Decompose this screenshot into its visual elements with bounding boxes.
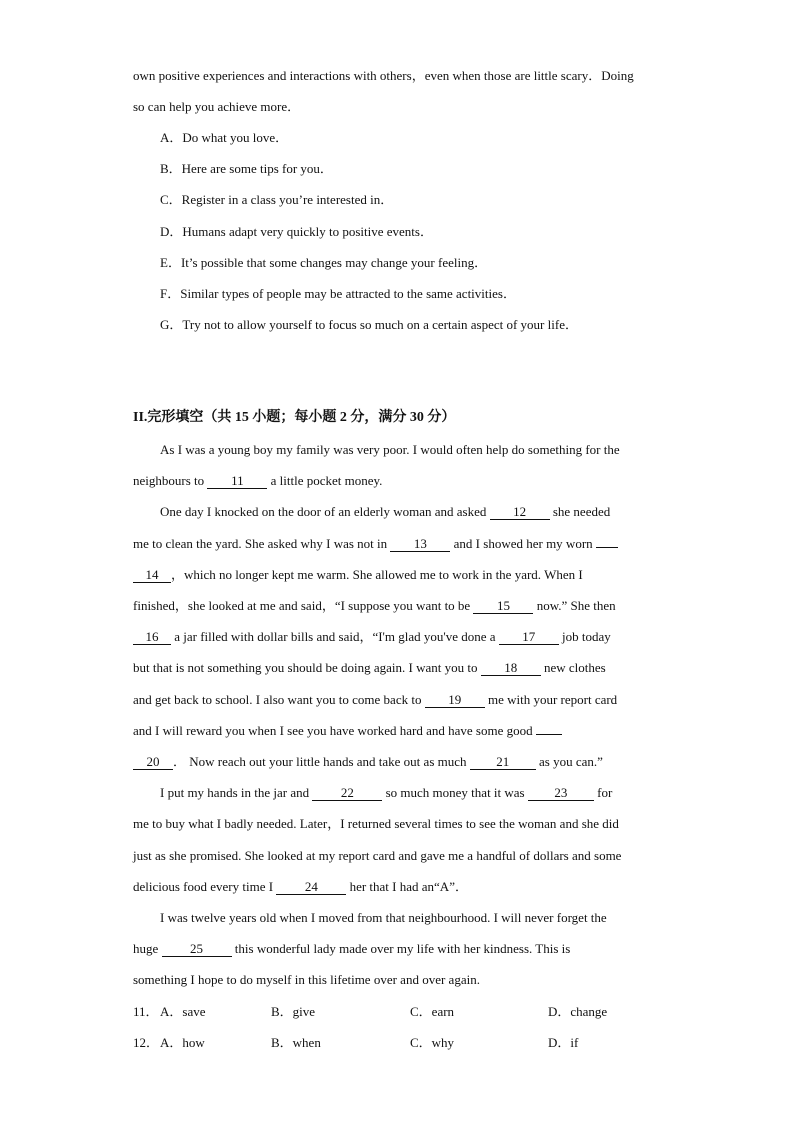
blank-12: 12 [490,505,550,520]
blank-13: 13 [390,537,450,552]
blank-19: 19 [425,693,485,708]
cloze-line: something I hope to do myself in this lifetime over and over again. [133,972,480,987]
blank-17: 17 [499,630,559,645]
question-number: 12． [133,1035,160,1050]
cloze-line [160,504,610,520]
cloze-text: she needed [549,504,611,519]
blank-20: 20 [133,755,173,770]
choice-a: A．how [160,1035,205,1050]
option-d: D．Humans adapt very quickly to positive events． [160,224,433,239]
cloze-text: this wonderful lady made over my life with her kindness. This is [231,941,571,956]
choice-d: D．if [548,1035,579,1050]
choice-c: C．why [410,1035,455,1050]
choice-b: B．give [271,1004,316,1019]
cloze-line [133,692,617,708]
blank-24: 24 [276,880,346,895]
cloze-text: for [593,785,613,800]
cloze-line: As I was a young boy my family was very poor. I would often help do something for the [160,442,620,457]
blank-16: 16 [133,630,171,645]
question-number: 11． [133,1004,159,1019]
blank-18: 18 [481,661,541,676]
option-b: B．Here are some tips for you． [160,161,333,176]
cloze-line [133,629,611,645]
cloze-line [160,785,612,801]
blank-11: 11 [207,474,267,489]
blank-14-start [596,547,618,548]
cloze-line [133,567,583,583]
choice-c: C．earn [410,1004,455,1019]
cloze-line: me to buy what I badly needed. Later，I returned several times to see the woman and she did [133,816,619,831]
cloze-text: huge [133,941,162,956]
cloze-line [133,598,616,614]
cloze-text: now.” She then [533,598,616,613]
cloze-text: and I showed her my worn [450,536,596,551]
cloze-text: a jar filled with dollar bills and said，“I'm glad you've done a [171,629,499,644]
blank-15: 15 [473,599,533,614]
cloze-text: as you can.” [535,754,603,769]
section-heading: II.完形填空（共 15 小题；每小题 2 分，满分 30 分） [133,410,456,425]
cloze-text: ，which no longer kept me warm. She allowed me to work in the yard. When I [171,567,583,582]
cloze-line [133,723,562,739]
option-a: A．Do what you love． [160,130,289,145]
cloze-text: me to clean the yard. She asked why I was not in [133,536,391,551]
cloze-line [133,536,618,552]
cloze-text: ． Now reach out your little hands and take out as much [173,754,470,769]
cloze-line [133,660,606,676]
cloze-line: I was twelve years old when I moved from that neighbourhood. I will never forget the [160,910,607,925]
cloze-text: delicious food every time I [133,879,277,894]
cloze-text: job today [558,629,611,644]
option-c: C．Register in a class you’re interested in． [160,192,394,207]
choice-d: D．change [548,1004,608,1019]
cloze-text: a little pocket money. [267,473,383,488]
choice-b: B．when [271,1035,321,1050]
blank-20-start [536,734,562,735]
blank-21: 21 [470,755,536,770]
cloze-text: but that is not something you should be doing again. I want you to [133,660,481,675]
cloze-text: One day I knocked on the door of an elderly woman and asked [160,504,490,519]
cloze-text: and I will reward you when I see you have worked hard and have some good [133,723,536,738]
blank-22: 22 [312,786,382,801]
cloze-text: so much money that it was [382,785,528,800]
cloze-line [133,941,570,957]
blank-23: 23 [528,786,594,801]
choice-a: A．save [160,1004,206,1019]
passage-line: so can help you achieve more． [133,99,301,114]
option-g: G．Try not to allow yourself to focus so much on a certain aspect of your life． [160,317,578,332]
passage-line: own positive experiences and interactions with others，even when those are little scary．Doing [133,68,634,83]
cloze-text: me with your report card [484,692,618,707]
cloze-text: I put my hands in the jar and [160,785,313,800]
option-e: E．It’s possible that some changes may change your feeling． [160,255,488,270]
blank-14: 14 [133,568,171,583]
blank-25: 25 [162,942,232,957]
cloze-text: neighbours to [133,473,208,488]
cloze-text: finished，she looked at me and said，“I suppose you want to be [133,598,474,613]
cloze-line [133,879,468,895]
cloze-line [133,473,382,489]
cloze-text: and get back to school. I also want you to come back to [133,692,425,707]
cloze-line: just as she promised. She looked at my report card and gave me a handful of dollars and some [133,848,622,863]
cloze-text: new clothes [540,660,606,675]
option-f: F．Similar types of people may be attracted to the same activities． [160,286,516,301]
cloze-line [133,754,603,770]
cloze-text: her that I had an“A”． [346,879,468,894]
